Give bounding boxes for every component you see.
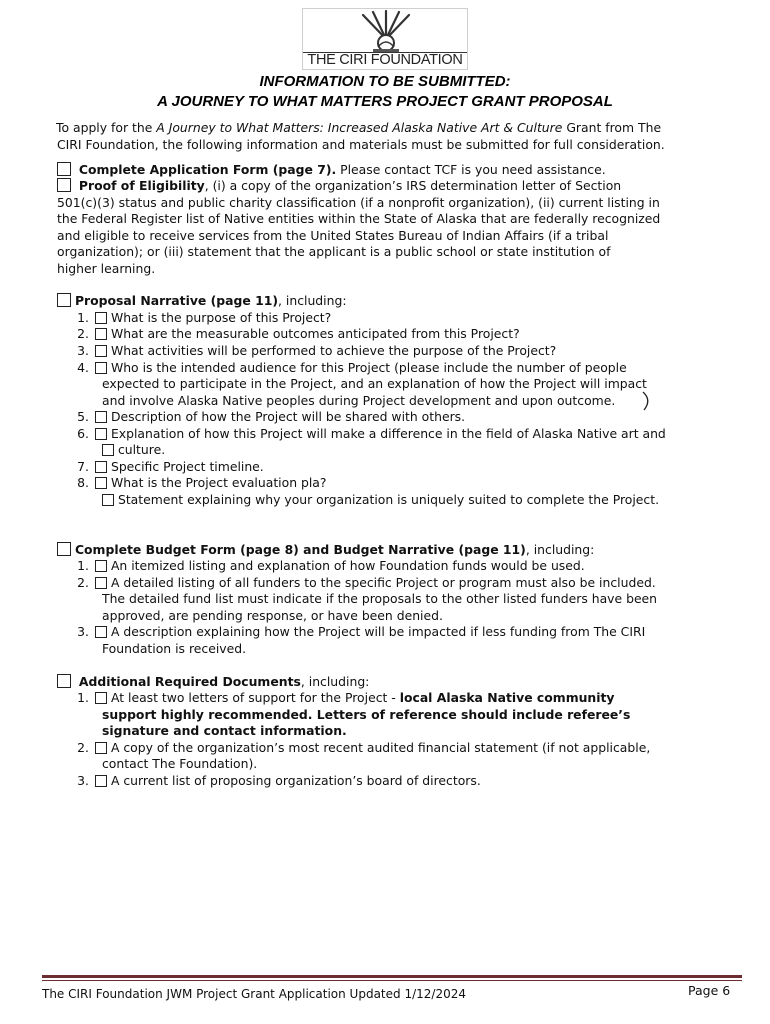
list-item: 5. Description of how the Project will be shared with others.	[77, 409, 466, 424]
logo-text: THE CIRI FOUNDATION	[303, 52, 467, 68]
checkbox[interactable]	[95, 461, 107, 473]
list-item: 1. What is the purpose of this Project?	[77, 310, 332, 325]
checkbox[interactable]	[102, 494, 114, 506]
list-item-continuation: culture.	[102, 442, 165, 459]
checkbox[interactable]	[95, 411, 107, 423]
checkbox[interactable]	[95, 345, 107, 357]
checkbox[interactable]	[95, 626, 107, 638]
list-item: 7. Specific Project timeline.	[77, 459, 264, 474]
additional-documents-item: Additional Required Documents, including:	[57, 674, 369, 691]
list-item-continuation: approved, are pending response, or have been denied.	[102, 608, 443, 623]
checkbox[interactable]	[95, 560, 107, 572]
list-item: 1. At least two letters of support for the Project - local Alaska Native community	[77, 690, 615, 705]
list-item: 2. A copy of the organization’s most recent audited financial statement (if not applicable,	[77, 740, 651, 755]
intro-line-2: CIRI Foundation, the following information and materials must be submitted for full consideration.	[57, 137, 665, 152]
sunburst-logo-icon	[303, 9, 469, 55]
application-form-item: Complete Application Form (page 7). Please contact TCF is you need assistance.	[57, 162, 606, 179]
checkbox[interactable]	[95, 328, 107, 340]
checkbox[interactable]	[95, 477, 107, 489]
page-title: INFORMATION TO BE SUBMITTED:	[259, 73, 511, 90]
list-item: 3. A current list of proposing organization’s board of directors.	[77, 773, 481, 788]
intro-line-1: To apply for the A Journey to What Matters: Increased Alaska Native Art & Culture Grant from The	[56, 120, 662, 135]
budget-item: Complete Budget Form (page 8) and Budget Narrative (page 11), including:	[57, 542, 594, 559]
list-item-continuation: contact The Foundation).	[102, 756, 258, 771]
checkbox[interactable]	[57, 162, 71, 176]
checkbox[interactable]	[57, 178, 71, 192]
list-item: 4. Who is the intended audience for this Project (please include the number of people	[77, 360, 627, 375]
ciri-foundation-logo	[302, 8, 468, 70]
eligibility-item: Proof of Eligibility, (i) a copy of the organization’s IRS determination letter of Section	[57, 178, 621, 195]
list-item-continuation: signature and contact information.	[102, 723, 347, 738]
eligibility-line: higher learning.	[57, 261, 156, 276]
checkbox[interactable]	[57, 542, 71, 556]
list-item-continuation: and involve Alaska Native peoples during Project development and upon outcome.	[102, 393, 616, 408]
list-item: 6. Explanation of how this Project will make a difference in the field of Alaska Native art and	[77, 426, 666, 441]
eligibility-line: 501(c)(3) status and public charity classification (if a nonprofit organization), (ii) current listing in	[57, 195, 660, 210]
eligibility-line: the Federal Register list of Native entities within the State of Alaska that are federally recognized	[57, 211, 661, 226]
list-item-continuation: support highly recommended. Letters of reference should include referee’s	[102, 707, 631, 722]
list-item-continuation: Statement explaining why your organization is uniquely suited to complete the Project.	[102, 492, 659, 509]
checkbox[interactable]	[95, 577, 107, 589]
page-subtitle: A JOURNEY TO WHAT MATTERS PROJECT GRANT PROPOSAL	[157, 93, 613, 110]
list-item-continuation: Foundation is received.	[102, 641, 247, 656]
checkbox[interactable]	[102, 444, 114, 456]
footer-text: The CIRI Foundation JWM Project Grant Application Updated 1/12/2024	[42, 987, 466, 1001]
proposal-narrative-item: Proposal Narrative (page 11), including:	[57, 293, 347, 310]
checkbox[interactable]	[95, 312, 107, 324]
checkbox[interactable]	[95, 428, 107, 440]
checkbox[interactable]	[95, 742, 107, 754]
list-item: 2. A detailed listing of all funders to the specific Project or program must also be included.	[77, 575, 656, 590]
list-item: 1. An itemized listing and explanation of how Foundation funds would be used.	[77, 558, 585, 573]
list-item-continuation: expected to participate in the Project, and an explanation of how the Project will impact	[102, 376, 647, 391]
checkbox[interactable]	[95, 692, 107, 704]
checkbox[interactable]	[57, 293, 71, 307]
eligibility-line: organization); or (iii) statement that the applicant is a public school or state institution of	[57, 244, 611, 259]
footer-divider	[42, 980, 742, 981]
list-item: 8. What is the Project evaluation pla?	[77, 475, 327, 490]
eligibility-line: and eligible to receive services from the United States Bureau of Indian Affairs (if a tribal	[57, 228, 609, 243]
list-item-continuation: The detailed fund list must indicate if the proposals to the other listed funders have been	[102, 591, 658, 606]
list-item: 3. What activities will be performed to achieve the purpose of the Project?	[77, 343, 557, 358]
list-item: 2. What are the measurable outcomes anticipated from this Project?	[77, 326, 520, 341]
checkbox[interactable]	[95, 775, 107, 787]
checkbox[interactable]	[95, 362, 107, 374]
page-number: Page 6	[688, 983, 731, 998]
footer-divider	[42, 975, 742, 978]
handwritten-paren-mark	[640, 390, 654, 412]
checkbox[interactable]	[57, 674, 71, 688]
list-item: 3. A description explaining how the Project will be impacted if less funding from The CIRI	[77, 624, 646, 639]
